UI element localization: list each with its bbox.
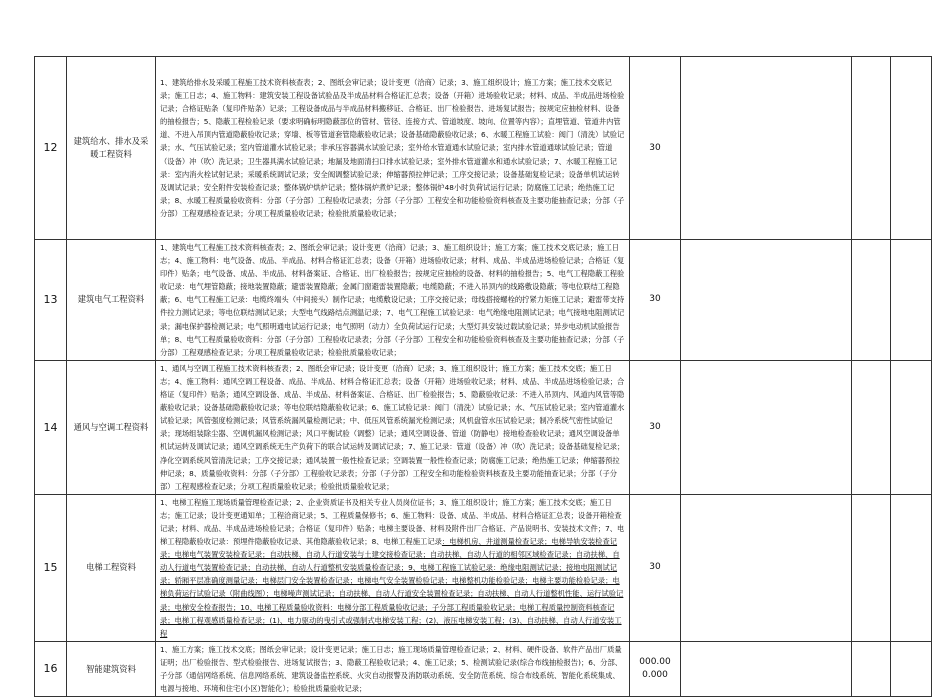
item-score: 30 [630, 57, 681, 240]
item-content-part-b: ：电梯机房、井道测量检查记录；电梯导轨安装检查记录；电梯电气装置安装检查记录；自动扶梯、自动人行道安装与土建交接检查记录；自动扶梯、自动人行道的相邻区域检查记录；自动扶梯、自动人行道电气装置检查记录；自动扶梯、自动人行道整机安装质量检查记录；9、电梯工程施工试验记录：绝缘电阻测试记录；接地电阻测试记录；轿厢平层准确度测量记录；电梯层门安全装置检查记录；电梯电气安全装置检验记录；电梯整机功能检验记录；电梯主要功能检验记录；电梯负荷运行试验记录（附曲线图）；电梯噪声测试记录；自动扶梯、自动人行道安全装置检查记录；自动扶梯、自动人行道整机性能、运行试验记录；电梯安全检查报告；10、电梯工程质量验收资料：电梯分部工程质量验收记录；子分部工程质量验收记录；电梯工程质量控制资料核查记录；电梯工程观感质量检查记录；(1)、电力驱动的曳引式或强制式电梯安装工程；(2)、液压电梯安装工程；(3)、自动扶梯、自动人行道安装工程 [160, 537, 624, 638]
table-row [35, 57, 932, 240]
row-number: 15 [35, 494, 67, 641]
empty-cell [891, 57, 932, 240]
table-row [35, 494, 932, 641]
row-number: 16 [35, 641, 67, 696]
empty-cell [852, 360, 891, 494]
item-score: 30 [630, 494, 681, 641]
empty-cell [891, 240, 932, 361]
item-name: 通风与空调工程资料 [67, 360, 156, 494]
item-score: 30 [630, 240, 681, 361]
row-number: 13 [35, 240, 67, 361]
empty-cell [852, 494, 891, 641]
empty-cell [681, 360, 852, 494]
empty-cell [852, 57, 891, 240]
item-content: 1、建筑给排水及采暖工程施工技术资料核查表；2、图纸会审记录；设计变更（洽商）记录；3、施工组织设计；施工方案；施工技术交底记录；施工日志；4、施工物料：建筑安装工程设备试验品及半成品材料合格证汇总表；设备（开箱）进场验收记录；材料、成品、半成品进场检验记录；合格证贴条（复印件贴条）记录；工程设备成品与半成品材料搬移证、合格证、出厂检验报告、进场复试报告；按规定应抽检材料、设备的抽检报告；5、隐蔽工程检验记录（要求明确标明隐蔽部位的管材、管径、连接方式、管道坡度、坡向、位置等内容）；直埋管道、管道井内管道、不进入吊顶内管道隐蔽验收记录；穿墙、板等管道套管隐蔽验收记录；设备基础隐蔽验收记录；6、水暖工程施工试验：阀门（清洗）试验记录；水、气压试验记录；室内管道灌水试验记录；非承压容器满水试验记录；室外给水管道通水试验记录；室内排水管道通球试验记录；管道（设备）冲（吹）洗记录；卫生器具满水试验记录；地漏及地面清扫口排水试验记录；室外排水管道灌水和通水试验记录；7、水暖工程施工记录：室内消火栓试射记录；采暖系统调试记录；安全阀调整试验记录；伸缩器预拉伸记录；工序交接记录；设备基础复检记录；设备单机试运转及调试记录；安全附件安装检查记录；整体锅炉烘炉记录；整体锅炉煮炉记录；整体锅炉48小时负荷试运行记录；防腐施工记录；绝热施工记录；8、水暖工程质量验收资料：分部（子分部）工程验收记录表；分部（子分部）工程安全和功能检验资料核查及主要功能抽查记录；分部（子分部）工程观感检查记录；分项工程质量验收记录；检验批质量验收记录； [156, 57, 630, 240]
item-name: 电梯工程资料 [67, 494, 156, 641]
row-number: 12 [35, 57, 67, 240]
empty-cell [681, 641, 852, 696]
item-name: 建筑电气工程资料 [67, 240, 156, 361]
item-name: 智能建筑资料 [67, 641, 156, 696]
empty-cell [891, 494, 932, 641]
item-score: 000.00 0.000 [630, 641, 681, 696]
item-content-part-a: 1、电梯工程施工现场质量管理检查记录；2、企业资质证书及相关专业人员岗位证书；3、施工组织设计；施工方案；施工技术交底；施工日志；施工记录；设计变更通知单；工程洽商记录；5、工程质量保修书；6、施工物料：设备、成品、半成品、材料合格证汇总表；设备开箱检查记录；材料、成品、半成品进场检验记录；合格证（复印件）贴条；电梯主要设备、材料及附件出厂合格证、产品说明书、安装技术文件；7、电梯工程隐蔽验收记录：预埋件隐蔽验收记录、其他隐蔽验收记录；8、电梯工程施工记录 [160, 497, 625, 547]
item-name: 建筑给水、排水及采暖工程资料 [67, 57, 156, 240]
empty-cell [681, 240, 852, 361]
records-table [34, 56, 932, 697]
item-content: 1、通风与空调工程施工技术资料核查表；2、图纸会审记录；设计变更（洽商）记录；3、施工组织设计；施工方案；施工技术交底；施工日志；4、施工物料：通风空调工程设备、成品、半成品、材料合格证汇总表；设备（开箱）进场验收记录；材料、成品、半成品进场检验记录；合格证（复印件）贴条；通风空调设备、成品、半成品、材料备案证、合格证、出厂检验报告；5、隐蔽验收记录：不进入吊顶内、风道内风管等隐蔽验收记录；设备基础隐蔽验收记录；等电位联结隐蔽验收记录；6、施工试验记录：阀门（清洗）试验记录；水、气压试验记录；室内管道灌水试验记录；风管强度检测记录；风管系统漏风量检测记录；中、低压风管系统漏光检测记录；风机盘管水压试验记录；制冷系统气密性试验记录；现场组装除尘器、空调机漏风检测记录；风口平衡试验（调整）记录；通风空调设备、管道（防静电）接地检查验收记录；通风空调设备单机试运转及调试记录；通风空调系统无生产负荷下的联合试运转及调试记录；7、施工记录：管道（设备）冲（吹）洗记录；设备基础复检记录；净化空调系统风管清洗记录；工序交接记录；通风装置一般性检查记录；空调装置一般性检查记录；防腐施工记录；绝热施工记录；伸缩器预拉伸记录；8、质量验收资料：分部（子分部）工程验收记录表；分部（子分部）工程安全和功能检验资料核查及主要功能抽查记录；分部（子分部）工程观感检查记录；分项工程质量验收记录；检验批质量验收记录； [156, 360, 630, 494]
table-row [35, 240, 932, 361]
empty-cell [891, 360, 932, 494]
row-number: 14 [35, 360, 67, 494]
item-content [156, 494, 630, 641]
empty-cell [852, 641, 891, 696]
empty-cell [891, 641, 932, 696]
empty-cell [852, 240, 891, 361]
table-row [35, 641, 932, 696]
item-score: 30 [630, 360, 681, 494]
table-row [35, 360, 932, 494]
empty-cell [681, 494, 852, 641]
item-content: 1、施工方案；施工技术交底；图纸会审记录；设计变更记录；施工日志；施工现场质量管理检查记录；2、材料、硬件设备、软件产品出厂质量证明；出厂检验报告、型式检验报告、进场复试报告；3、隐蔽工程验收记录；4、施工记录；5、检测试验记录(综合布线抽检报告)；6、分部、子分部（通信网络系统、信息网络系统、建筑设备监控系统、火灾自动报警及消防联动系统、安全防范系统、综合布线系统、智能化系统集成、电源与接地、环境和住宅(小区)智能化）；检验批质量验收记录； [156, 641, 630, 696]
empty-cell [681, 57, 852, 240]
item-content: 1、建筑电气工程施工技术资料核查表；2、图纸会审记录；设计变更（洽商）记录；3、施工组织设计；施工方案；施工技术交底记录；施工日志；4、施工物料：电气设备、成品、半成品、材料合格证汇总表；设备（开箱）进场验收记录；材料、成品、半成品进场检验记录；合格证（复印件）贴条；电气设备、成品、半成品、材料备案证、合格证、出厂检验报告；按规定应抽检的设备、材料的抽检报告；5、电气工程隐蔽工程验收记录：电气埋管隐蔽；接地装置隐蔽；避雷装置隐蔽；金属门窗避雷装置隐蔽；电缆隐蔽；不进入吊顶内的线路敷设隐蔽；等电位联结工程隐蔽；6、电气工程施工记录：电缆终端头（中间接头）制作记录；电缆敷设记录；工序交接记录；母线搭接螺栓的拧紧力矩施工记录；避雷带支持件拉力测试记录；等电位联结测试记录；大型电气线路结点测温记录；7、电气工程施工试验记录：电气绝缘电阻测试记录；电气接地电阻测试记录；漏电保护器检测记录；电气照明通电试运行记录；电气照明（动力）全负荷试运行记录；大型灯具安装过载试验记录；异步电动机试验报告单；8、电气工程质量验收资料：分部（子分部）工程验收记录表；分部（子分部）工程安全和功能检验资料核查及主要功能抽查记录；分部（子分部）工程观感检查记录；分项工程质量验收记录；检验批质量验收记录； [156, 240, 630, 361]
